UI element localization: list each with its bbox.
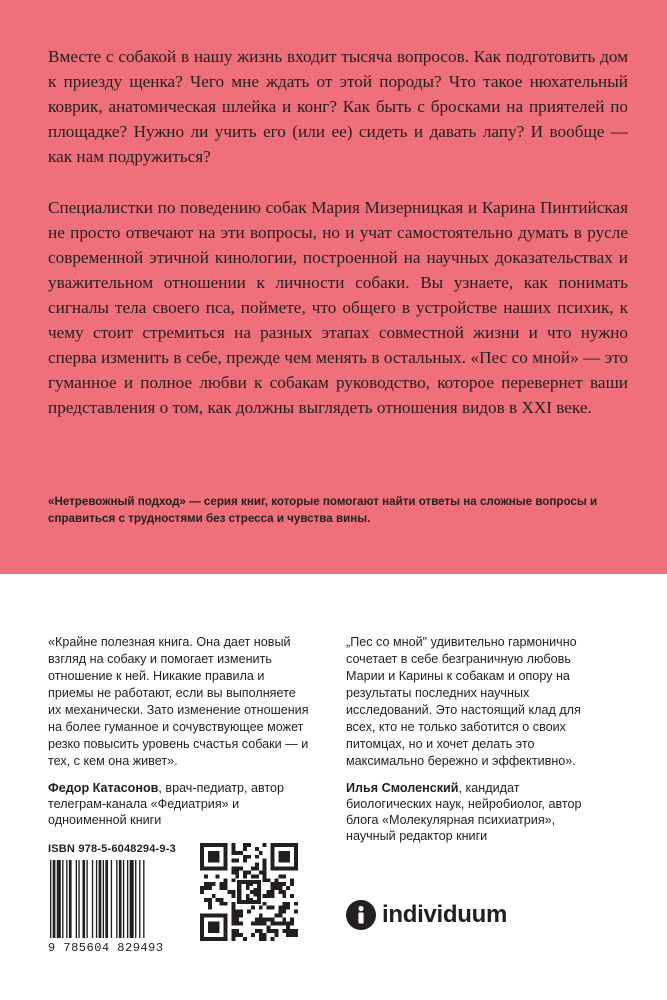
- barcode: [48, 860, 184, 938]
- series-note: «Нетревожный подход» — серия книг, которые помогают найти ответы на сложные вопросы и справиться с трудностями без стресса и чувства вины.: [48, 495, 598, 525]
- publisher-logo: [346, 900, 507, 930]
- testimonial-author-1: [48, 780, 310, 828]
- publisher-name: individuum: [382, 901, 507, 928]
- author-credentials: , кандидат биологических наук, нейробиолог, автор блога «Молекулярная психиатрия», научный редактор книги: [346, 781, 582, 843]
- description-paragraph-2: Специалистки по поведению собак Мария Мизерницкая и Карина Пинтийская не просто отвечают на эти вопросы, но и учат самостоятельно думать в русле современной этичной кинологии, построенной на научных доказательствах и уважительном отношении к личности собаки. Вы узнаете, как понимать сигналы тела своего пса, поймете, что общего в устройстве наших психик, к чему стоит стремиться на разных этапах совместной жизни и что нужно сперва изменить в себе, прежде чем менять в остальных. «Пес со мной» — это гуманное и полное любви к собакам руководство, которое перевернет ваши представления о том, как должны выглядеть отношения видов в XXI веке.: [48, 198, 628, 417]
- author-credentials: , врач-педиатр, автор телеграм-канала «Федиатрия» и одноименной книги: [48, 781, 285, 827]
- description-paragraph-1: Вместе с собакой в нашу жизнь входит тысяча вопросов. Как подготовить дом к приезду щенка? Чего мне ждать от этой породы? Что такое нюхательный коврик, анатомическая шлейка и конг? Как быть с бросками на приятелей по площадке? Нужно ли учить его (или ее) сидеть и давать лапу? И вообще — как нам подружиться?: [48, 47, 628, 166]
- author-name: Федор Катасонов: [48, 781, 159, 795]
- isbn-label: ISBN 978-5-6048294-9-3: [48, 843, 176, 855]
- publisher-logo-icon: [346, 900, 376, 930]
- qr-code[interactable]: [200, 843, 298, 941]
- author-name: Илья Смоленский: [346, 781, 459, 795]
- barcode-number: 9 785604 829493: [48, 941, 164, 955]
- testimonial-quote-1: «Крайне полезная книга. Она дает новый взгляд на собаку и помогает изменить отношение к ней. Никакие правила и приемы не работают, если вы выполняете их механически. Зато изменение отношения на более гуманное и сочувствующее может резко повысить уровень счастья собаки — и тех, с кем она живет».: [48, 635, 309, 768]
- testimonial-author-2: [346, 780, 608, 844]
- testimonial-quote-2: „Пес со мной" удивительно гармонично сочетает в себе безграничную любовь Марии и Карины к собакам и опору на результаты последних научных исследований. Это настоящий клад для всех, кто не только заботится о своих питомцах, но и хочет делать это максимально бережно и эффективно».: [346, 635, 581, 768]
